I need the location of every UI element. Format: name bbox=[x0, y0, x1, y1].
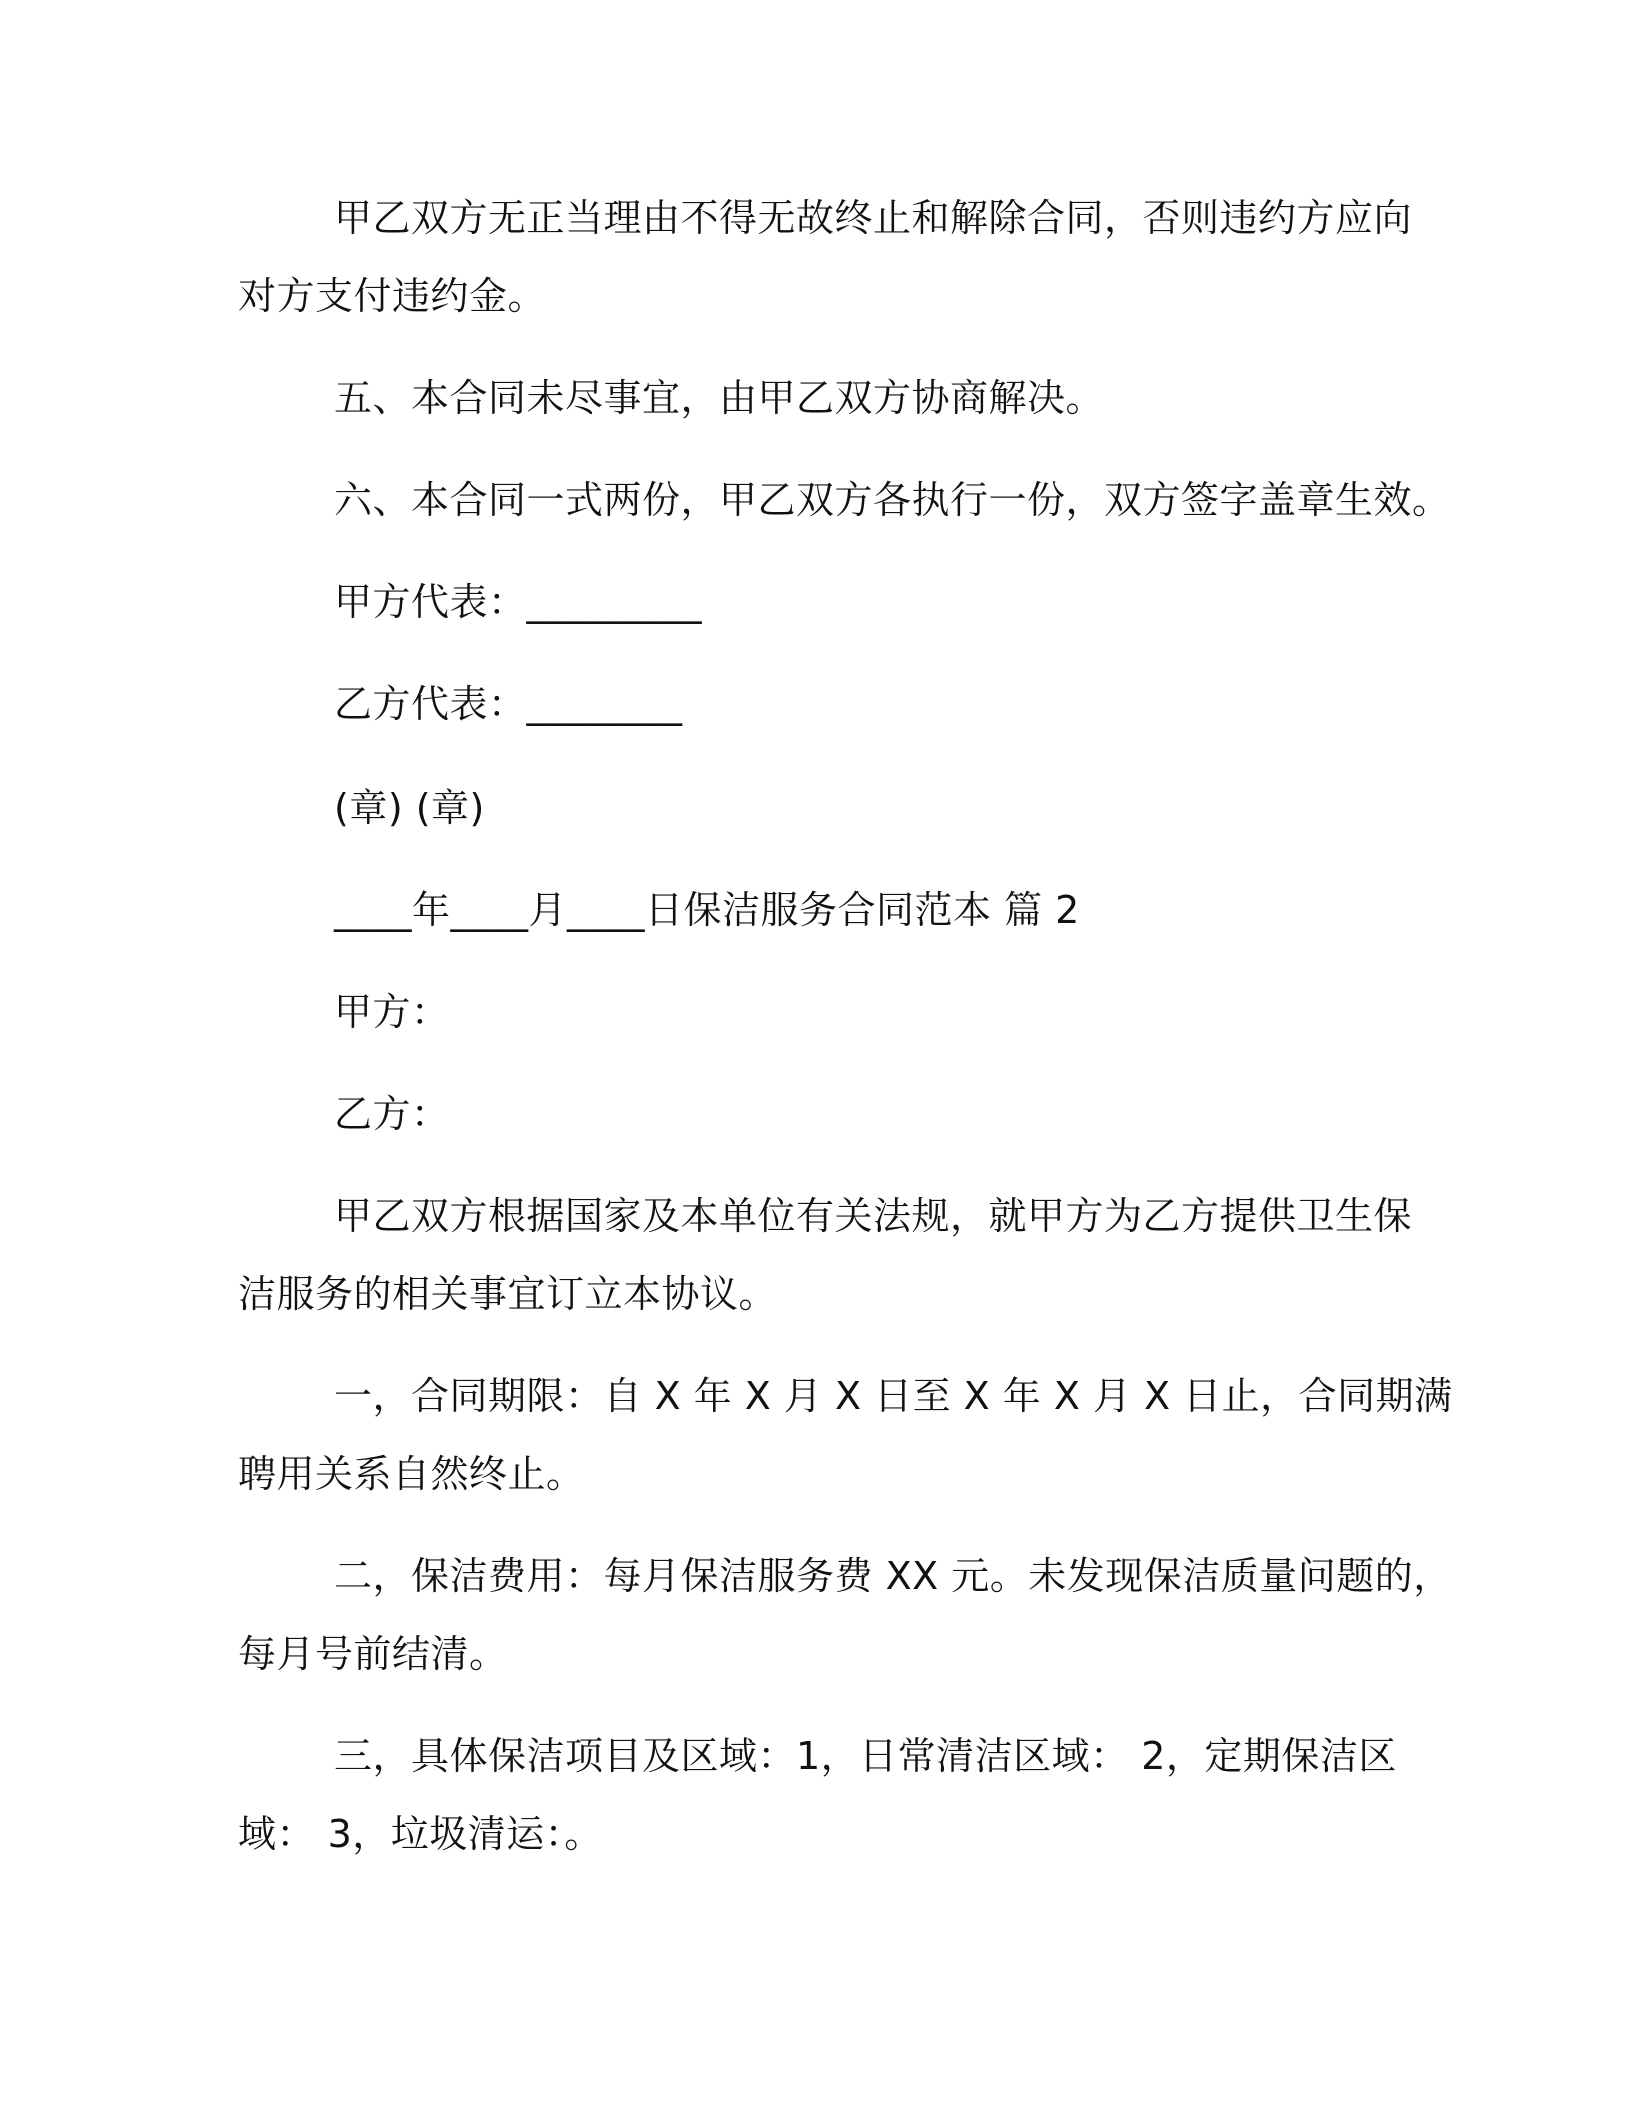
cleaning-fee-line-2: 每月号前结清。 bbox=[238, 1632, 508, 1676]
cleaning-scope-line-1: 三，具体保洁项目及区域：1，日常清洁区域： 2，定期保洁区 bbox=[334, 1734, 1397, 1778]
date-and-section-title: ____年____月____日保洁服务合同范本 篇 2 bbox=[334, 888, 1080, 932]
party-b-label: 乙方： bbox=[334, 1092, 450, 1136]
agreement-intro-line-1: 甲乙双方根据国家及本单位有关法规，就甲方为乙方提供卫生保 bbox=[334, 1194, 1413, 1238]
party-a-representative: 甲方代表：_________ bbox=[334, 580, 703, 624]
party-b-representative: 乙方代表：________ bbox=[334, 682, 683, 726]
clause-five: 五、本合同未尽事宜，由甲乙双方协商解决。 bbox=[334, 376, 1105, 420]
seal-line: (章) (章) bbox=[334, 786, 485, 830]
contract-term-line-2: 聘用关系自然终止。 bbox=[238, 1452, 585, 1496]
termination-clause-line-2: 对方支付违约金。 bbox=[238, 274, 547, 318]
clause-six: 六、本合同一式两份，甲乙双方各执行一份，双方签字盖章生效。 bbox=[334, 478, 1451, 522]
contract-term-line-1: 一，合同期限：自 X 年 X 月 X 日至 X 年 X 月 X 日止，合同期满 bbox=[334, 1374, 1453, 1418]
agreement-intro-line-2: 洁服务的相关事宜订立本协议。 bbox=[238, 1272, 778, 1316]
termination-clause-line-1: 甲乙双方无正当理由不得无故终止和解除合同，否则违约方应向 bbox=[334, 196, 1413, 240]
cleaning-fee-line-1: 二，保洁费用：每月保洁服务费 XX 元。未发现保洁质量问题的， bbox=[334, 1554, 1452, 1598]
party-a-label: 甲方： bbox=[334, 990, 450, 1034]
cleaning-scope-line-2: 域： 3，垃圾清运：。 bbox=[238, 1812, 603, 1856]
